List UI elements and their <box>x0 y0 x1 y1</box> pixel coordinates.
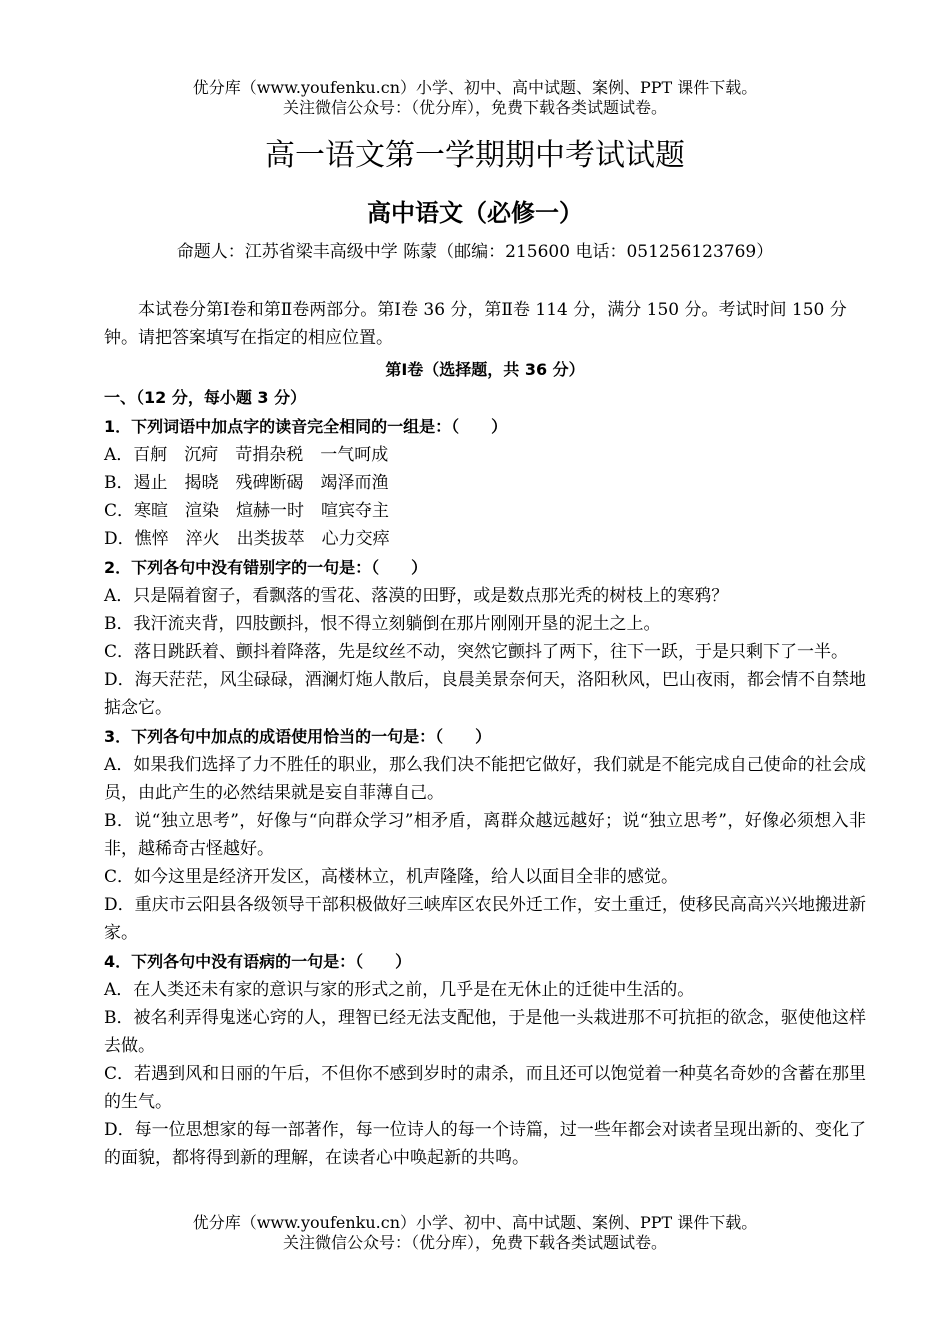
part-heading: 一、（12 分，每小题 3 分） <box>104 388 307 407</box>
question-stem: 3．下列各句中加点的成语使用恰当的一句是：（ ） <box>104 727 492 746</box>
option-a: A．如果我们选择了力不胜任的职业，那么我们决不能把它做好，我们就是不能完成自己使命的社会成员，由此产生的必然结果就是妄自菲薄自己。 <box>104 755 866 803</box>
footer-line-2: 关注微信公众号：（优分库），免费下载各类试题试卷。 <box>282 1233 667 1252</box>
header-line-1: 优分库（www.youfenku.cn）小学、初中、高中试题、案例、PPT 课件下载。 <box>192 78 758 97</box>
option-d: D．海天茫茫，风尘碌碌，酒澜灯炧人散后，良晨美景奈何天，洛阳秋风，巴山夜雨，都会情不自禁地掂念它。 <box>104 670 866 718</box>
question-stem: 1．下列词语中加点字的读音完全相同的一组是：（ ） <box>104 417 508 436</box>
intro-paragraph: 本试卷分第Ⅰ卷和第Ⅱ卷两部分。第Ⅰ卷 36 分，第Ⅱ卷 114 分，满分 150 分。考试时间 150 分钟。请把答案填写在指定的相应位置。 <box>104 300 847 348</box>
question-stem: 4．下列各句中没有语病的一句是：（ ） <box>104 952 412 971</box>
question-4 <box>104 948 866 1172</box>
question-stem: 2．下列各句中没有错别字的一句是：（ ） <box>104 558 428 577</box>
exam-content <box>104 296 866 1172</box>
option-a: A．百舸 沉疴 苛捐杂税 一气呵成 <box>104 445 389 465</box>
option-a: A．只是隔着窗子，看飘落的雪花、落漠的田野，或是数点那光秃的树枝上的寒鸦？ <box>104 586 729 606</box>
option-b: B．说“独立思考”，好像与“向群众学习”相矛盾，离群众越远越好；说“独立思考”，好像必须想入非非，越稀奇古怪越好。 <box>104 811 866 859</box>
page-title: 高一语文第一学期期中考试试题 <box>265 138 685 173</box>
footer-line-1: 优分库（www.youfenku.cn）小学、初中、高中试题、案例、PPT 课件下载。 <box>192 1213 758 1232</box>
question-2 <box>104 554 866 722</box>
option-b: B．我汗流夹背，四肢颤抖，恨不得立刻躺倒在那片刚刚开垦的泥土之上。 <box>104 614 661 634</box>
option-c: C．如今这里是经济开发区，高楼林立，机声隆隆，给人以面目全非的感觉。 <box>104 867 679 887</box>
author-line: 命题人：江苏省梁丰高级中学 陈蒙（邮编：215600 电话：051256123769） <box>176 242 774 262</box>
option-b: B．被名利弄得鬼迷心窍的人，理智已经无法支配他，于是他一头栽进那不可抗拒的欲念，驱使他这样去做。 <box>104 1008 866 1056</box>
header-line-2: 关注微信公众号：（优分库），免费下载各类试题试卷。 <box>282 98 667 117</box>
option-c: C．落日跳跃着、颤抖着降落，先是纹丝不动，突然它颤抖了两下，往下一跃，于是只剩下了一半。 <box>104 642 849 662</box>
question-1 <box>104 413 866 553</box>
option-d: D．重庆市云阳县各级领导干部积极做好三峡库区农民外迁工作，安土重迁，使移民高高兴兴地搬进新家。 <box>104 895 866 943</box>
option-c: C．若遇到风和日丽的午后，不但你不感到岁时的肃杀，而且还可以饱觉着一种莫名奇妙的含蓄在那里的生气。 <box>104 1064 866 1112</box>
option-a: A．在人类还未有家的意识与家的形式之前，几乎是在无休止的迁徙中生活的。 <box>104 980 695 1000</box>
option-c: C．寒暄 渲染 煊赫一时 喧宾夺主 <box>104 501 390 521</box>
section-heading: 第Ⅰ卷（选择题，共 36 分） <box>385 360 585 379</box>
question-3 <box>104 723 866 947</box>
option-d: D．每一位思想家的每一部著作，每一位诗人的每一个诗篇，过一些年都会对读者呈现出新的、变化了的面貌，都将得到新的理解，在读者心中唤起新的共鸣。 <box>104 1120 866 1168</box>
page-subtitle: 高中语文（必修一） <box>367 199 583 227</box>
option-d: D．憔悴 淬火 出类拔萃 心力交瘁 <box>104 529 390 549</box>
option-b: B．遏止 揭晓 残碑断碣 竭泽而渔 <box>104 473 389 493</box>
